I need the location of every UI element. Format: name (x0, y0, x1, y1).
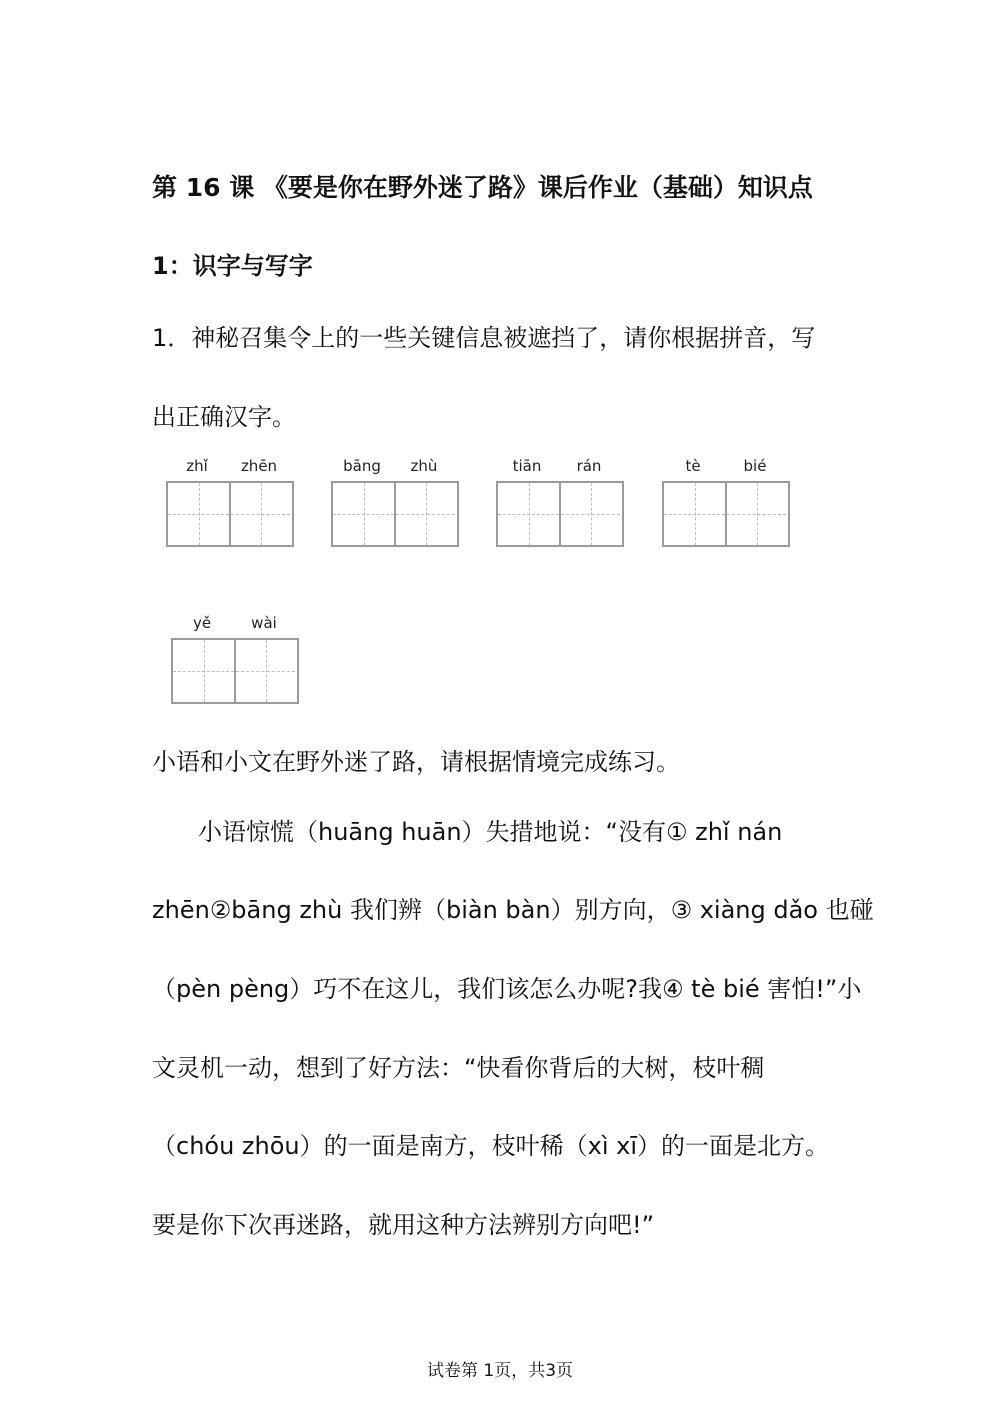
pinyin-label: wài (251, 614, 277, 632)
passage-line-1: 小语惊慌（huāng huān）失措地说：“没有① zhǐ nán (198, 818, 783, 846)
writing-box[interactable] (173, 640, 234, 702)
pinyin-label: yě (192, 614, 212, 632)
passage-line-4: 文灵机一动，想到了好方法：“快看你背后的大树，枝叶稠 (152, 1054, 765, 1082)
page-title: 第 16 课 《要是你在野外迷了路》课后作业（基础）知识点 (152, 173, 813, 202)
writing-box[interactable] (168, 483, 229, 545)
pinyin-label: rán (576, 457, 602, 475)
writing-box[interactable] (234, 640, 295, 702)
pinyin-label: bāng (343, 457, 381, 475)
pinyin-label: zhǐ (186, 457, 208, 475)
writing-box[interactable] (664, 483, 725, 545)
writing-box[interactable] (559, 483, 620, 545)
writing-box[interactable] (394, 483, 455, 545)
pinyin-label: tè (685, 457, 701, 475)
pinyin-label: zhēn (240, 457, 278, 475)
writing-box[interactable] (333, 483, 394, 545)
pinyin-label: bié (743, 457, 767, 475)
passage-line-3: （pèn pèng）巧不在这儿，我们该怎么办呢?我④ tè bié 害怕!”小 (152, 975, 862, 1003)
pinyin-label: zhù (410, 457, 438, 475)
writing-box[interactable] (725, 483, 786, 545)
passage-line-5: （chóu zhōu）的一面是南方，枝叶稀（xì xī）的一面是北方。 (152, 1132, 830, 1160)
pinyin-label: tiān (512, 457, 542, 475)
question-2-intro: 小语和小文在野外迷了路，请根据情境完成练习。 (152, 748, 680, 776)
section-heading: 1：识字与写字 (152, 252, 313, 280)
passage-line-6: 要是你下次再迷路，就用这种方法辨别方向吧!” (152, 1211, 655, 1239)
writing-box[interactable] (498, 483, 559, 545)
question-1-line-2: 出正确汉字。 (152, 403, 296, 431)
page-footer: 试卷第 1页，共3页 (426, 1361, 574, 1381)
writing-box[interactable] (229, 483, 290, 545)
question-1-line-1: 1．神秘召集令上的一些关键信息被遮挡了，请你根据拼音，写 (152, 324, 816, 352)
passage-line-2: zhēn②bāng zhù 我们辨（biàn bàn）别方向，③ xiàng dǎo 也碰 (152, 896, 874, 924)
